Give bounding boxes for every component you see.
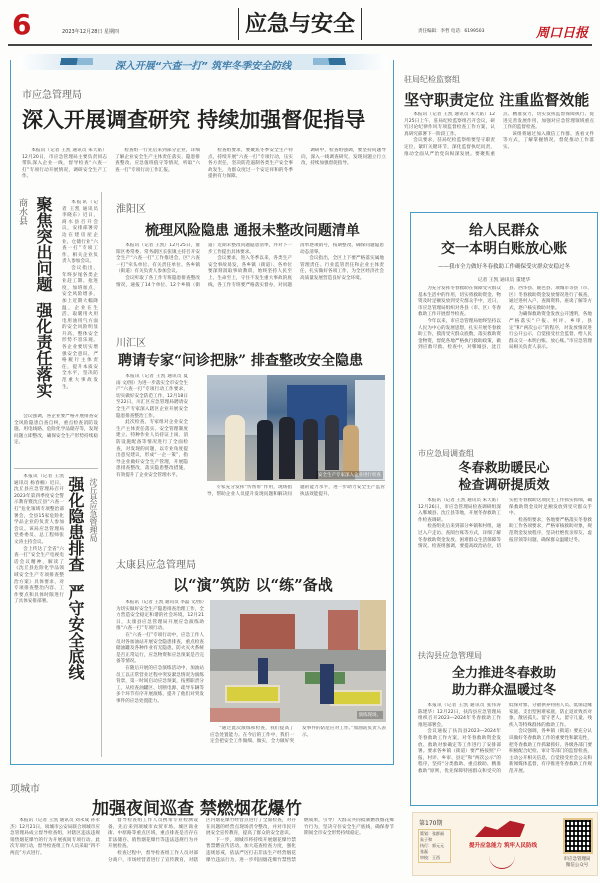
feature-banner <box>18 54 388 70</box>
headline-line: 交一本明白账放心账 <box>441 241 567 257</box>
paragraph: 会议指出，全区上下要严格落实属地管理责任、行业监管责任和企业主体责任，扎实做好各项工作，为全区经济社会高质量发展营造良好安全环境。 <box>300 256 384 281</box>
jijian-body <box>404 112 594 202</box>
paragraph: 为确保救助资金发放公开透明，各地严格落实“户报、村评、乡审、县定”和“两次公示”的程序，对发放情况进行公开公示，自觉接受社会监督，给人民群众交一本明白账、放心账。”市应急管理局相关负责人表示。 <box>509 312 592 351</box>
paragraph: 调研中，检查组强调，要坚持问题导向，深入一线调查研究，发现问题立行立改，持续加强督促指导。 <box>301 148 386 167</box>
paragraph: 本报讯（记者 王凯 通讯员 杨春楠）近日，沈丘县应急管理局召开2023年第四季度安全警示教育暨沈丘县“六查一打”危化领域专项整治部署会，全县15家危险化学品企业的负责人参加会议。该局应急管理局党委委员、总工程师张文涛主持会议。 <box>14 474 64 545</box>
paragraph: 检查组要求，要聚焦冬季安全生产特点，持续开展“六查一打”专项行动，压实各方责任，坚决防范遏制各类生产安全事故发生，为群众度过一个安定祥和的冬季提供有力保障。 <box>208 148 293 180</box>
page-number: 6 <box>12 8 32 41</box>
shangshui-kicker: 商水县 <box>17 198 27 225</box>
fugou-kicker: 扶沟县应急管理局 <box>418 651 482 660</box>
shenqiu-headline <box>66 476 85 680</box>
credit-row <box>420 855 449 861</box>
xiangcheng-headline: 加强夜间巡查 禁燃烟花爆竹 <box>92 799 302 819</box>
headline-line: 全力推进冬春救助 <box>451 666 556 681</box>
paragraph: 该组将通过加入微信工作群、查看文件等方式，了解掌握情况，督促推动工作落实。 <box>503 131 594 150</box>
banner-stripe-right-icon <box>313 58 353 65</box>
credit-names: 王西 <box>432 855 440 860</box>
paragraph: 检查组一行先后来到部分企业，详细了解企业安全生产主体责任落实、隐患排查整改、应急值班值守等情况，听取“六查一打”专项行动工作汇报。 <box>115 148 200 173</box>
paragraph: 本报讯（记者 王凯 通讯员 夏雨 文/图）为进一步落实全市安全生产“六查一打”专项行动工作要求，切实做好安全防范工作，12月18日至22日，川汇区应急管理局聘请安全生产专家深入辖区企业开展安全隐患排查整治工作。 <box>116 374 188 419</box>
banner-text: 深入开展“六查一打” 筑牢冬季安全防线 <box>114 61 292 72</box>
fugou-headline <box>410 665 598 699</box>
paragraph: 今年以来，市应急管理局始终坚持以人民为中心的发展思想，扎实开展冬春救助工作，摸清受灾群众底数，落实救助资金物资，督促各地严格执行救助政策，做到应救尽救。检查中，对郸城县、沈丘县、西华县、鹿邑县、项城市等县（市、区）冬春救助资金发放情况进行了核查，通过进村入户、查阅资料、座谈了解等方式，逐户核实救助对象。 <box>418 286 592 351</box>
banner-stripe-left-icon <box>53 58 93 65</box>
masthead-divider <box>8 44 592 46</box>
section-title <box>238 8 362 40</box>
headline-line: 冬春救助暖民心 <box>458 461 550 476</box>
survey-kicker: 市应急局调查组 <box>418 449 474 458</box>
photo-caption: 演练现场。 <box>358 713 381 718</box>
huaiyang-kicker: 淮阳区 <box>116 204 146 215</box>
chuanhui-photo <box>207 375 385 481</box>
issue-date: 2023年12月28日 星期四 <box>62 29 120 35</box>
jijian-headline: 坚守职责定位 注重监督效能 <box>404 91 590 109</box>
taikang-kicker: 太康县应急管理局 <box>116 560 196 571</box>
column-divider <box>101 192 102 757</box>
credit-role: 执行： <box>420 843 432 848</box>
paragraph: 会议强调，各乡镇（街道）要充分认识做好冬春救助工作的重要性和紧迫性，把冬春救助工作抓紧抓好。各级各部门要积极配合纪检、审计等部门的监督检查，主动公开相关信息，自觉接受社会公众和新闻媒体监督，有序推进冬春救助工作规范开展。 <box>509 729 592 774</box>
qr-label-line: 微信公众号 <box>565 863 589 868</box>
lead-headline: 深入开展调查研究 持续加强督促指导 <box>22 107 366 132</box>
huaiyang-headline: 梳理风险隐患 通报未整改问题清单 <box>145 223 360 239</box>
headline-line: 助力群众温暖过冬 <box>451 683 556 698</box>
ad-issue: 第170期 <box>419 820 443 827</box>
paragraph: 此次检查，专家组对企业安全生产主体责任落实、安全管理制度建立、特种作业人员持证上岗、消防设施配备等情况进行了全面检查，对发现的问题，以专业角度提出意见建议，形成“一企一策”，指导企业做好安全生产管理，开展隐患排查整改，落实隐患整改措施，有效提升了企业安全管理水平。 <box>116 420 188 478</box>
shangshui-headline <box>34 196 53 398</box>
paragraph: 会议要求，驻局纪检监察组要坚守职责定位，紧盯关键环节，深化监督执纪问责，推动全面从严治党向纵深发展。要聚焦重点、精准发力，切实发挥监督保障执行、促进完善发展作用，加强对应急管理领域重点工作的监督检查。 <box>404 112 594 157</box>
headline-line: 严守安全底线 <box>66 584 85 680</box>
shangshui-body <box>62 200 98 410</box>
photo-caption: 安全生产专家深入企业进行检查 <box>318 473 381 478</box>
shangshui-body-cont <box>14 414 98 464</box>
flag-icon <box>475 819 525 837</box>
paragraph: “通过此次演练和检查，我们提高了应急处置能力。在今后的工作中，我们一定会把安全工作做细、做实，全力做好突发事件的防范应对工作。”加油站负责人表示。 <box>210 726 386 745</box>
relief-headline <box>410 222 598 258</box>
relief-subtitle: ——我市全力做好冬春救助工作确保受灾群众安稳过冬 <box>437 264 570 270</box>
paragraph: 本报讯（记者 王凯 通讯员 朱天皓）12月20日，市应急管理局主要负责同志带队深入企业一线，督导检查“六查一打”专项行动开展情况，调研安全生产工作。 <box>22 148 107 180</box>
paragraph: 在“六查一打”专项行动中，应急工作人员对各加油站开展安全隐患排查，重点检查储油罐及各种作业有无隐患，防火灭火系统是否正常运行，应急物资和应急预案是否完备等情况。 <box>116 632 204 665</box>
paragraph: 专家充分发挥“传帮带”作用，现场指导，帮助企业人员提升发现问题和解决问题的能力水平，进一步助力安全生产监管执法效能提升。 <box>207 485 385 497</box>
credit-names: 张群福 朱子和 <box>420 831 444 842</box>
paragraph: 在随后开展的应急演练活动中，加油站员工以正常营业过程中突发紧急情况为演练背景，第一时间启动应急预案，按照职责分工，从检查油罐区、切断电源、疏导车辆等多个环节有序开展演练，提升了他们对突发事件的应急处置能力。 <box>116 665 204 704</box>
headline-line: 聚焦突出问题 <box>34 196 53 292</box>
taikang-body-cont <box>210 726 386 756</box>
ad-slogan: 提升应急能力 筑牢人民防线 <box>469 843 537 849</box>
relief-byline: 记者 王凯 通讯员 董建华 <box>477 278 531 283</box>
headline-line: 检查调研提质效 <box>458 478 550 493</box>
headline-line: 强化责任落实 <box>34 302 53 398</box>
credit-row <box>420 843 449 855</box>
paragraph: 下一步，项城市将持续开展烟花爆竹禁售禁燃宣传活动，加大巡查检查力度，强化违规惩戒，依法严厉打击非法生产经营烟花爆竹违法行为，进一步巩固烟花爆竹禁售禁燃成果，引导广大群众共同抵制燃放烟花爆竹行为，坚决守住安全生产底线，确保春节期间全市安全形势持续稳定。 <box>206 818 394 863</box>
fugou-body <box>418 703 592 801</box>
paragraph: 会议听取了各工作专班隐患排查整改情况，通报了14个单位、12个乡镇（街道）近期未整改问题隐患清单，并对下一步工作提出具体要求。 <box>116 243 292 288</box>
paragraph: 检查组要求，各地要严格落实冬春救助工作各项要求，严格审核救助对象，规范资金发放程序，坚决杜绝优亲厚友、虚报冒领等问题，确保群众温暖过冬。 <box>509 517 592 543</box>
survey-headline <box>410 460 598 494</box>
taikang-headline: 以“演”筑防 以“练”备战 <box>173 576 333 594</box>
chuanhui-body <box>116 374 188 530</box>
relief-body <box>418 286 592 436</box>
xiangcheng-body <box>10 818 394 876</box>
jijian-kicker: 驻局纪检监察组 <box>404 75 460 84</box>
paragraph: 会议强调，各企业要严格开展排查安全风险隐患自查自纠，重点检查消防设施、用电线路、危险化学品储存等，发现问题立即整改，确保安全生产形势持续稳定。 <box>14 414 98 446</box>
taikang-body <box>116 600 204 752</box>
chuanhui-headline: 聘请专家“问诊把脉” 排查整改安全隐患 <box>118 353 363 369</box>
paragraph: 会议要求，进入冬季以来，各类生产安全事故易发，各乡镇（街道）、各单位要深刻汲取事故教训，始终坚持人民至上、生命至上，守住不发生重大事故的底线。各工作专班要严格落实督办，对问题清单逐项销号，按期整改，确保问题隐患动态清零。 <box>208 243 384 288</box>
editor-info: 责任编辑：李哲 电话：6199503 <box>418 29 485 34</box>
credit-names: 郭元元 张磊 <box>420 843 444 854</box>
taikang-photo <box>210 600 386 722</box>
section-divider <box>14 468 98 469</box>
qr-label-line: 市应急管理局 <box>563 857 591 862</box>
ad-credits <box>418 829 451 863</box>
paragraph: 本报讯（记者 王凯 通讯员 李磊 文/图）为切实做好安全生产隐患排查治理工作，全力营造安全稳定和谐的社会环境，12月21日，太康县应急管理局开展应急演练助推“六查一打”专项行动。 <box>116 600 204 632</box>
shenqiu-kicker: 沈丘县应急管理局 <box>89 478 98 542</box>
paragraph: 会议指出，年终岁尾各类企业赶工期、抢进度，加班加点，安全风险增多，加上近期大幅降温，企业在生活、取暖用火用电用油用气方面的安全风险明显升高，整体安全形势不容乐观。各企业要切实增强安全意识，严格履行主体责任，提升本质安全水平，坚决防范重大事故发生。 <box>62 265 98 390</box>
lead-kicker: 市应急管理局 <box>22 90 82 101</box>
credit-role: 审校： <box>420 855 432 860</box>
qr-label <box>555 857 599 869</box>
lead-body <box>22 148 386 188</box>
column-ad <box>412 812 598 876</box>
shenqiu-body <box>14 474 64 754</box>
paragraph: 本报讯（记者 王凯 通讯员 朱天皓）12月26日，市应急管理局检查调研组深入郸城县、沈丘县等地，开展冬春救助工作检查调研。 <box>418 498 501 523</box>
chuanhui-kicker: 川汇区 <box>116 338 146 349</box>
chuanhui-body-cont <box>207 485 385 530</box>
emblem-icon <box>489 851 515 869</box>
paragraph: 督导检查组工作人员携带专业检测设备，先后来到项城市农贸市场、城区商业街、中原路等重点区域，重点排查是否存在非法储存、销售烟花爆竹等违法违规行为并开展检查。 <box>108 818 198 850</box>
survey-body <box>418 498 592 636</box>
paragraph: 为充分发挥冬春救助在保障受灾群众基本生活中的作用，切实将救助资金、物资及时足额发放到受灾群众手中，近日，市应急管理局组织对各县（市、区）冬春救助工作开展督导检查。 <box>418 286 501 318</box>
credit-role: 策划： <box>420 831 432 836</box>
headline-line: 给人民群众 <box>469 223 539 239</box>
section-title-text: 应急与安全 <box>245 11 356 37</box>
paragraph: 会上传达了全省“六查一打”安全生产电视电话会议精神，解读了《沈丘县危险化学品领域安全生产专项排查整治方案》具体要求，对专项排查整治内容、工作要点和具体时限进行了具体安排部署。 <box>14 546 64 605</box>
paragraph: 本报讯（记者 王凯 通讯员 张伟涛 陈建华）12月22日，扶沟县应急管理局组织召开2023—2024年冬春救助工作推进部署会。 <box>418 703 501 728</box>
paragraph: 本报讯（记者 王凯 通讯员 刘永成 孙永杰）12月21日，项城市公安局联合项城市应急管理局成立督导检查组，对辖区违法违规销售烟花爆竹的行为开展夜间专项行动。此次专项行动，督导检查组工作人员采取“四不两直”方式进行。 <box>10 818 100 856</box>
paragraph: 会议通报了扶沟县2023—2024年冬春救助工作方案，对冬春救助资金发放、救助对象确定等工作进行了安排部署。要求各乡镇（街道）要严格按照“户报、村评、乡审、县定”和“两次公示”的程序，坚持“分类救助、重点救助、精准救助”原则，优先保障特困群众和受灾的低保对象、分散供养特困人员、低保边缘家庭、支出型困难家庭，防止返贫致贫对象、散居孤儿、留守老人、留守儿童、残疾人等特殊群体的救助工作。 <box>418 703 592 774</box>
paragraph: 本报讯（记者 王凯）12月25日，淮阳区委常委、常务副区长张镇主持召开安全生产“六查一打”工作推进会，区“六查一打”牵头单位、有关责任单位、各乡镇（街道）有关负责人参加会议。 <box>116 243 200 275</box>
paragraph: 检查组先后来到部分乡镇和村组，通过入户走访、查阅台账等方式，详细了解冬春救助资金发放、困难群众生活保障等情况。检查组强调，要提高政治站位，切实把冬春救助这项民生工作抓实抓细，确保救助资金及时足额发放到受灾群众手中。 <box>418 498 592 550</box>
paper-logo: 周口日报 <box>536 26 589 41</box>
xiangcheng-kicker: 项城市 <box>10 784 40 795</box>
huaiyang-body <box>116 243 384 327</box>
qr-code-icon <box>563 818 593 854</box>
paragraph: 本报讯（记者 王凯 通讯员 李晓东）近日，商水县召开会议，安排部署旁边在建房屋企业、仓储行业“六查一打”专项工作，相关企业负责人参加会议。 <box>62 200 98 265</box>
credit-row <box>420 831 449 843</box>
headline-line: 强化隐患排查 <box>66 476 85 572</box>
paragraph: 检查过程中，督导检查组工作人员对部分商户、市场经营者进行了宣传教育，对辖区内烟花爆竹经营点进行了全面检查，对存在问题的经营点现场责令整改，并对市民开展安全宣传教育，提高了群众的安全意识。 <box>108 818 296 863</box>
paragraph: 本报讯（记者 王凯 通讯员 朱天皓）12月25日上午，驻局纪检监察组召开会议，研究讨论纪律作风专项监督检查工作方案，认真研究部署下一阶段工作。 <box>404 112 495 137</box>
